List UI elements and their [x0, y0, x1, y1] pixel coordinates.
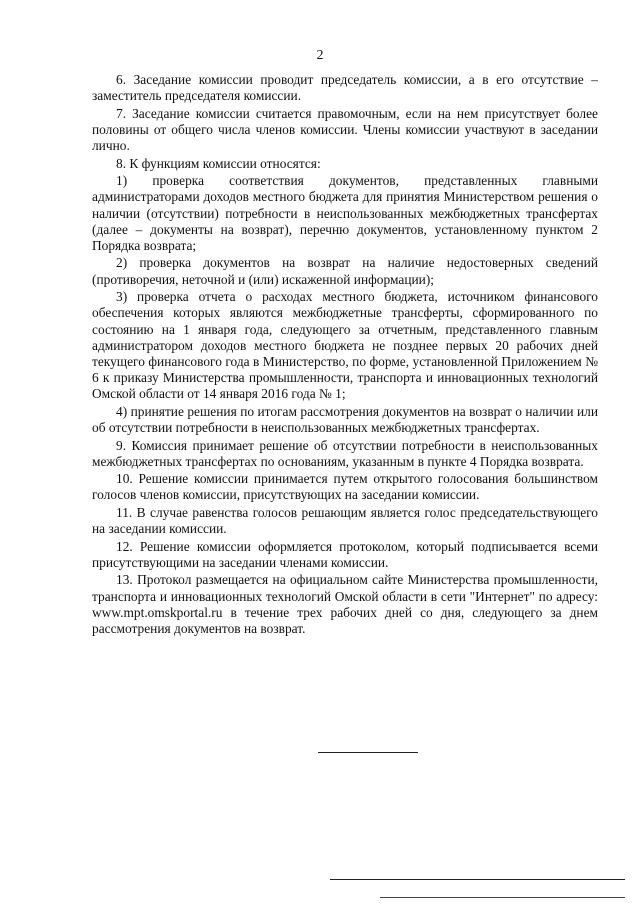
paragraph-8-item-3: 3) проверка отчета о расходах местного бюджета, источником финансового обеспечения которых являются межбюджетные трансферты, сформированного по состоянию на 1 января года, следующего за отчетным, представленного главным администратором доходов местного бюджета не позднее первых 20 рабочих дней текущего финансового года в Министерство, по форме, установленной Приложением № 6 к приказу Министерства промышленности, транспорта и инновационных технологий Омской области от 14 января 2016 года № 1;	[92, 289, 598, 402]
paragraph-13: 13. Протокол размещается на официальном сайте Министерства промышленности, транспорта и инновационных технологий Омской области в сети "Интернет" по адресу: www.mpt.omskportal.ru в течение трех рабочих дней со дня, следующего за днем рассмотрения документов на возврат.	[92, 572, 598, 636]
paragraph-8-item-4: 4) принятие решения по итогам рассмотрения документов на возврат о наличии или об отсутствии потребности в неиспользованных межбюджетных трансфертах.	[92, 403, 598, 436]
scan-edge-line-lower	[380, 897, 625, 898]
document-body	[92, 72, 598, 637]
page-number: 2	[316, 48, 324, 63]
paragraph-6: 6. Заседание комиссии проводит председатель комиссии, а в его отсутствие – заместитель председателя комиссии.	[92, 72, 598, 104]
end-of-text-divider	[318, 752, 418, 753]
paragraph-11: 11. В случае равенства голосов решающим является голос председательствующего на заседании комиссии.	[92, 504, 598, 537]
paragraph-12: 12. Решение комиссии оформляется протоколом, который подписывается всеми присутствующими на заседании членами комиссии.	[92, 538, 598, 570]
paragraph-9: 9. Комиссия принимает решение об отсутствии потребности в неиспользованных межбюджетных трансфертах по основаниям, указанным в пункте 4 Порядка возврата.	[92, 437, 598, 469]
paragraph-8-item-1: 1) проверка соответствия документов, представленных главными администраторами доходов местного бюджета для принятия Министерством решения о наличии (отсутствии) потребности в неиспользованных межбюджетных трансфертах (далее – документы на возврат), перечню документов, установленному пунктом 2 Порядка возврата;	[92, 173, 598, 253]
paragraph-8: 8. К функциям комиссии относятся:	[116, 155, 321, 171]
paragraph-8-item-2: 2) проверка документов на возврат на наличие недостоверных сведений (противоречия, неточной и (или) искаженной информации);	[92, 255, 598, 287]
scan-edge-line	[330, 879, 625, 880]
paragraph-7: 7. Заседание комиссии считается правомочным, если на нем присутствует более половины от общего числа членов комиссии. Члены комиссии участвуют в заседании лично.	[92, 105, 598, 154]
paragraph-10: 10. Решение комиссии принимается путем открытого голосования большинством голосов членов комиссии, присутствующих на заседании комиссии.	[92, 471, 598, 503]
